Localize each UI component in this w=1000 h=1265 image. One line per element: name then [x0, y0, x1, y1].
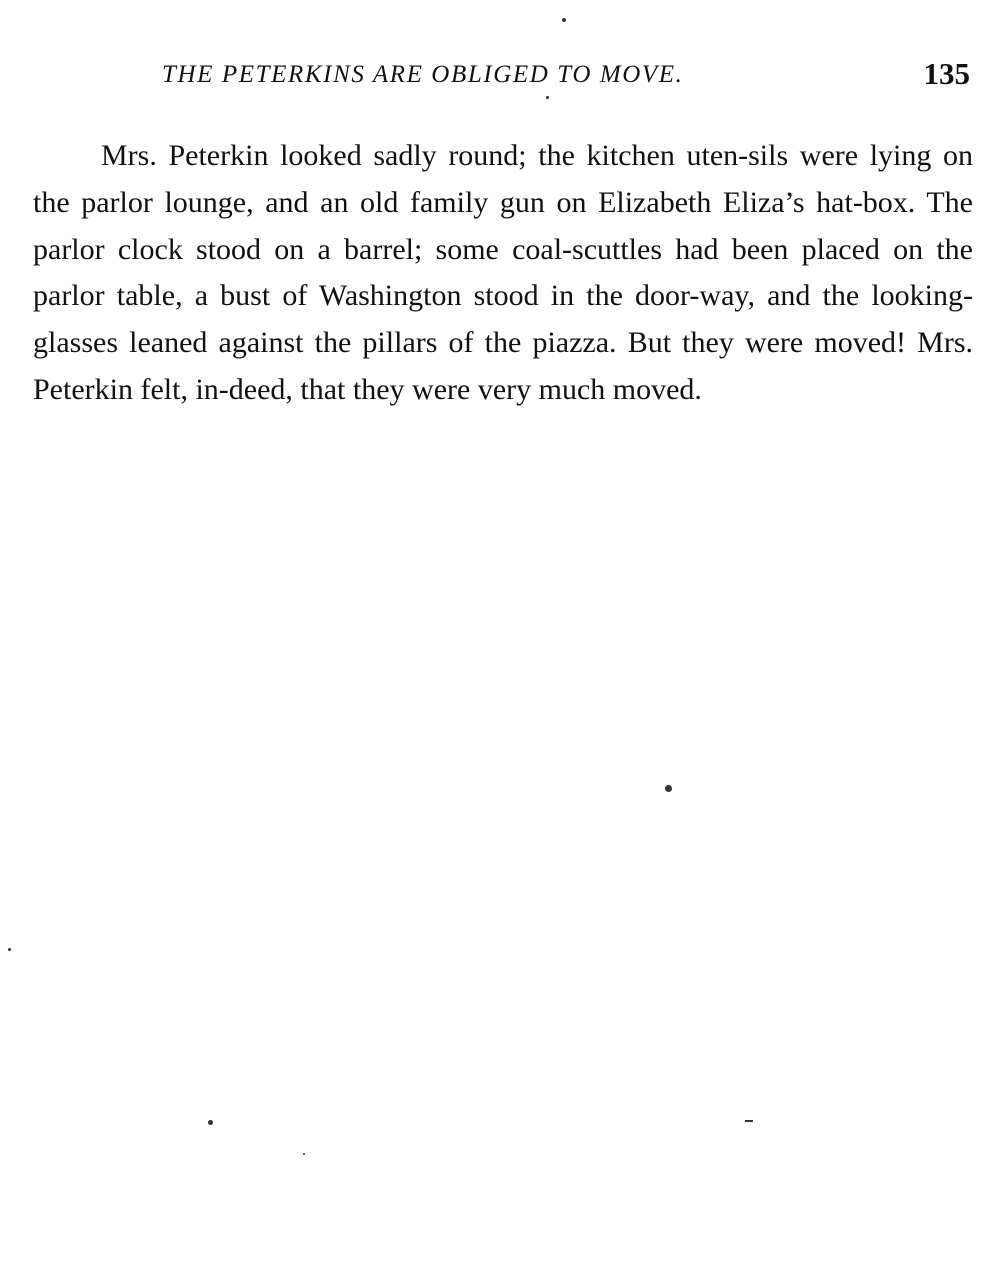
- page-number: 135: [923, 56, 970, 91]
- body-paragraph: Mrs. Peterkin looked sadly round; the kitchen uten-sils were lying on the parlor lounge, and an old family gun on Elizabeth Eliza’s hat-box. The parlor clock stood on a barrel; some coal-scuttles had been placed on the parlor table, a bust of Washington stood in the door-way, and the looking-glasses leaned against the pillars of the piazza. But they were moved! Mrs. Peterkin felt, in-deed, that they were very much moved.: [33, 139, 973, 406]
- running-title: THE PETERKINS ARE OBLIGED TO MOVE.: [162, 61, 684, 88]
- running-head: [140, 58, 980, 98]
- print-speck: [208, 1120, 213, 1125]
- print-speck: [546, 96, 549, 99]
- print-speck: [562, 18, 566, 22]
- print-speck: [303, 1153, 305, 1155]
- print-speck: [745, 1120, 753, 1122]
- print-speck: [665, 785, 672, 792]
- print-speck: [8, 948, 11, 951]
